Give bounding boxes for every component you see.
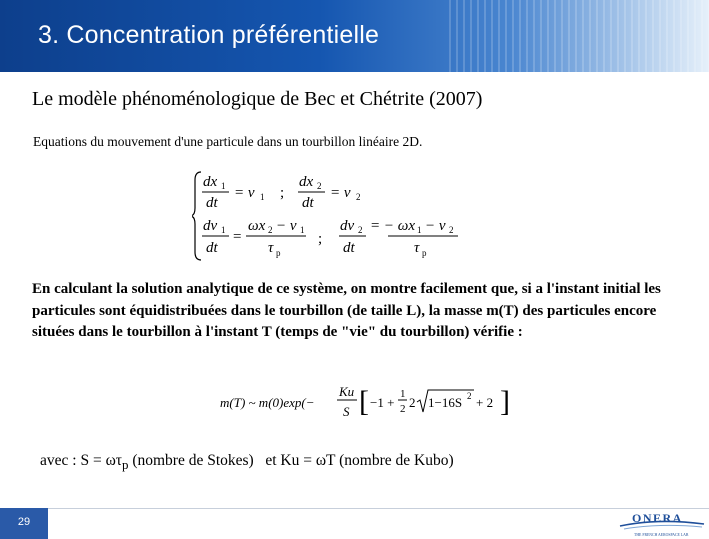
- bracket-start: −1 +: [370, 395, 395, 410]
- stokes-note: (nombre de Stokes) et: [128, 452, 281, 469]
- v2-subscript: 2: [356, 192, 361, 202]
- avec-label: avec :: [40, 452, 81, 469]
- bracket-left: [: [359, 385, 369, 418]
- sqrt-2: 2: [409, 395, 416, 410]
- onera-logo: [618, 508, 706, 538]
- dx2-subscript: 2: [317, 181, 322, 191]
- s-squared-exponent: 2: [467, 391, 472, 401]
- mass-equation: [218, 378, 518, 424]
- half-denominator: 2: [400, 403, 406, 415]
- dt-denominator: dt: [206, 195, 218, 211]
- equals-sign: =: [233, 229, 242, 245]
- kubo-note: (nombre de Kubo): [335, 452, 454, 469]
- semicolon-1: ;: [280, 185, 285, 201]
- tau-p: τ: [268, 240, 274, 256]
- stokes-subscript: p: [122, 457, 129, 473]
- slide-title: 3. Concentration préférentielle: [38, 21, 380, 49]
- sqrt-body: 1−16S: [428, 395, 463, 410]
- tau-p: τ: [414, 240, 420, 256]
- v1-subscript: 1: [260, 192, 265, 202]
- half-numerator: 1: [400, 388, 406, 400]
- minus-v2: − v: [425, 218, 446, 234]
- logo-wordmark: ONERA: [632, 511, 683, 525]
- dx1-subscript: 1: [221, 181, 226, 191]
- omega-x2: ωx: [248, 218, 266, 234]
- minus-v1: − v: [276, 218, 297, 234]
- dv2-subscript: 2: [358, 225, 363, 235]
- dt-denominator: dt: [343, 240, 355, 256]
- title-bar-stripes: [449, 0, 709, 72]
- dx1-numerator: dx: [203, 174, 218, 190]
- dv2-numerator: dv: [340, 218, 355, 234]
- dt-denominator: dt: [302, 195, 314, 211]
- kubo-formula: ωT: [315, 452, 336, 469]
- minus-omega-x1: = − ωx: [370, 218, 415, 234]
- system-brace: [192, 172, 201, 260]
- body-paragraph: En calculant la solution analytique de ce système, on montre facilement que, si a l'instant initial les particules sont équidistribuées dans le tourbillon (de taille L), la masse m(T) des particules encore situées dans le tourbillon à l'instant T (temps de "vie" du tourbillon) vérifie :: [32, 281, 661, 340]
- stokes-formula: S = ωτ: [80, 452, 122, 469]
- ku-numerator: Ku: [339, 384, 355, 399]
- s-denominator: S: [343, 404, 350, 419]
- x2-subscript: 2: [268, 225, 273, 235]
- semicolon-2: ;: [318, 231, 323, 247]
- footer-divider: [0, 508, 709, 509]
- slide-subtitle: Le modèle phénoménologique de Bec et Chétrite (2007): [32, 88, 483, 110]
- dt-denominator: dt: [206, 240, 218, 256]
- mass-lhs: m(T) ~ m(0)exp(−: [220, 395, 315, 410]
- page-number: 29: [17, 516, 31, 528]
- v2-subscript: 2: [449, 225, 454, 235]
- kubo-label: Ku =: [280, 452, 316, 469]
- equation-system: [192, 170, 472, 262]
- dx2-numerator: dx: [299, 174, 314, 190]
- dv1-subscript: 1: [221, 225, 226, 235]
- eq-v1: = v: [234, 185, 255, 201]
- title-bar: [0, 0, 709, 72]
- plus-two: + 2: [476, 395, 494, 410]
- logo-tagline: THE FRENCH AEROSPACE LAB: [634, 533, 689, 537]
- intro-text: Equations du mouvement d'une particule dans un tourbillon linéaire 2D.: [33, 134, 423, 149]
- tau-subscript: p: [276, 248, 281, 258]
- eq-v2: = v: [330, 185, 351, 201]
- x1-subscript: 1: [417, 225, 422, 235]
- logo-swoosh: [624, 525, 702, 529]
- definitions-line: [40, 452, 454, 473]
- dv1-numerator: dv: [203, 218, 218, 234]
- bracket-right: ]: [500, 385, 510, 418]
- v1-subscript: 1: [300, 225, 305, 235]
- tau-subscript: p: [422, 248, 427, 258]
